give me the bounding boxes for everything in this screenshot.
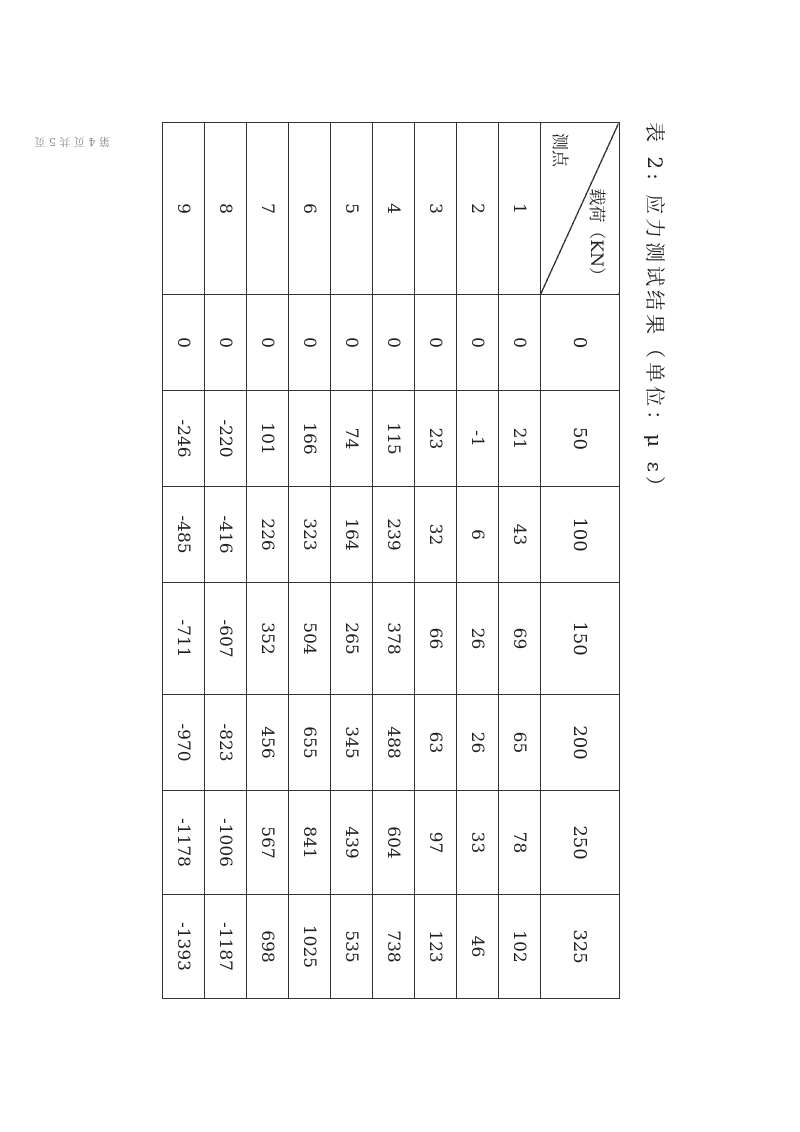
value-cell: 78	[499, 791, 541, 895]
value-cell: 226	[247, 487, 289, 583]
point-cell: 9	[163, 123, 205, 295]
value-cell: -1187	[205, 895, 247, 999]
value-cell: 164	[331, 487, 373, 583]
table-row	[415, 123, 457, 999]
load-header-cell: 100	[541, 487, 620, 583]
value-cell: -485	[163, 487, 205, 583]
value-cell: 567	[247, 791, 289, 895]
point-cell: 1	[499, 123, 541, 295]
value-cell: 0	[499, 295, 541, 391]
value-cell: 21	[499, 391, 541, 487]
value-cell: -711	[163, 583, 205, 695]
value-cell: 0	[331, 295, 373, 391]
value-cell: 738	[373, 895, 415, 999]
value-cell: 0	[205, 295, 247, 391]
value-cell: 0	[373, 295, 415, 391]
value-cell: -246	[163, 391, 205, 487]
table-title: 表 2: 应力测试结果（单位：μ ε）	[643, 122, 667, 500]
value-cell: 504	[289, 583, 331, 695]
load-header-cell: 150	[541, 583, 620, 695]
value-cell: 32	[415, 487, 457, 583]
point-cell: 4	[373, 123, 415, 295]
value-cell: 0	[289, 295, 331, 391]
value-cell: 535	[331, 895, 373, 999]
value-cell: 66	[415, 583, 457, 695]
value-cell: -416	[205, 487, 247, 583]
table-row	[247, 123, 289, 999]
value-cell: 115	[373, 391, 415, 487]
value-cell: -823	[205, 695, 247, 791]
value-cell: 46	[457, 895, 499, 999]
value-cell: 63	[415, 695, 457, 791]
value-cell: -1393	[163, 895, 205, 999]
value-cell: 345	[331, 695, 373, 791]
value-cell: 378	[373, 583, 415, 695]
load-header-cell: 250	[541, 791, 620, 895]
point-cell: 8	[205, 123, 247, 295]
value-cell: 101	[247, 391, 289, 487]
header-row	[541, 123, 620, 999]
value-cell: 239	[373, 487, 415, 583]
value-cell: 23	[415, 391, 457, 487]
point-cell: 3	[415, 123, 457, 295]
table-row	[373, 123, 415, 999]
value-cell: 6	[457, 487, 499, 583]
value-cell: -970	[163, 695, 205, 791]
diagonal-header-cell	[541, 123, 620, 295]
value-cell: -1	[457, 391, 499, 487]
value-cell: 0	[247, 295, 289, 391]
value-cell: 74	[331, 391, 373, 487]
stress-table	[162, 122, 620, 999]
table-row	[289, 123, 331, 999]
rotated-page	[34, 110, 670, 1002]
value-cell: -1178	[163, 791, 205, 895]
point-cell: 6	[289, 123, 331, 295]
value-cell: 26	[457, 695, 499, 791]
value-cell: 352	[247, 583, 289, 695]
value-cell: 43	[499, 487, 541, 583]
table-row	[499, 123, 541, 999]
point-header-label: 测点	[549, 133, 569, 167]
load-header-cell: 325	[541, 895, 620, 999]
value-cell: 97	[415, 791, 457, 895]
load-header-cell: 200	[541, 695, 620, 791]
value-cell: 0	[457, 295, 499, 391]
table-row	[205, 123, 247, 999]
value-cell: 166	[289, 391, 331, 487]
value-cell: -1006	[205, 791, 247, 895]
value-cell: -220	[205, 391, 247, 487]
value-cell: 841	[289, 791, 331, 895]
table-row	[163, 123, 205, 999]
table-row	[331, 123, 373, 999]
load-header-cell: 0	[541, 295, 620, 391]
table-row	[457, 123, 499, 999]
point-cell: 5	[331, 123, 373, 295]
load-header-cell: 50	[541, 391, 620, 487]
load-header-label: 载荷（KN）	[586, 188, 606, 284]
value-cell: -607	[205, 583, 247, 695]
value-cell: 102	[499, 895, 541, 999]
value-cell: 33	[457, 791, 499, 895]
value-cell: 488	[373, 695, 415, 791]
value-cell: 0	[163, 295, 205, 391]
value-cell: 655	[289, 695, 331, 791]
value-cell: 1025	[289, 895, 331, 999]
value-cell: 265	[331, 583, 373, 695]
value-cell: 604	[373, 791, 415, 895]
point-cell: 2	[457, 123, 499, 295]
value-cell: 123	[415, 895, 457, 999]
value-cell: 69	[499, 583, 541, 695]
value-cell: 439	[331, 791, 373, 895]
page-footer: 第 4 页 共 5 页	[34, 135, 110, 148]
value-cell: 26	[457, 583, 499, 695]
value-cell: 323	[289, 487, 331, 583]
value-cell: 0	[415, 295, 457, 391]
point-cell: 7	[247, 123, 289, 295]
value-cell: 65	[499, 695, 541, 791]
value-cell: 456	[247, 695, 289, 791]
value-cell: 698	[247, 895, 289, 999]
